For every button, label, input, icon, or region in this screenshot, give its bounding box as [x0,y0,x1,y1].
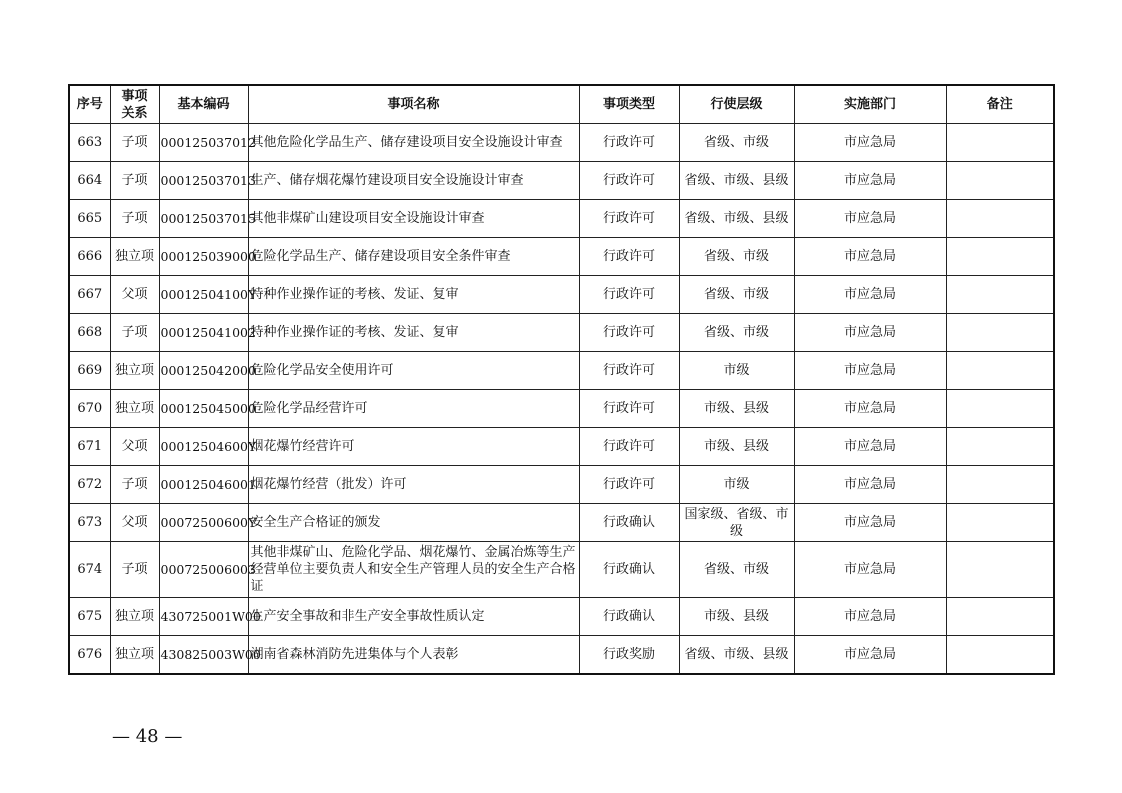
cell-relation: 子项 [110,542,159,598]
cell-relation: 独立项 [110,390,159,428]
cell-name: 特种作业操作证的考核、发证、复审 [248,276,579,314]
cell-seq: 665 [69,200,110,238]
cell-name: 其他危险化学品生产、储存建设项目安全设施设计审查 [248,124,579,162]
header-row [69,85,1054,124]
cell-name: 其他非煤矿山建设项目安全设施设计审查 [248,200,579,238]
cell-type: 行政许可 [579,466,679,504]
cell-relation: 父项 [110,504,159,542]
cell-code: 000125042000 [159,352,248,390]
cell-dept: 市应急局 [794,636,946,675]
cell-seq: 672 [69,466,110,504]
cell-level: 市级 [679,352,794,390]
cell-relation: 子项 [110,162,159,200]
table-row [69,466,1054,504]
cell-note [946,598,1054,636]
table-row [69,598,1054,636]
cell-note [946,200,1054,238]
cell-name: 生产安全事故和非生产安全事故性质认定 [248,598,579,636]
cell-seq: 668 [69,314,110,352]
cell-code: 000125046001 [159,466,248,504]
cell-dept: 市应急局 [794,124,946,162]
cell-relation: 子项 [110,200,159,238]
cell-code: 00012504600Y [159,428,248,466]
table-row [69,390,1054,428]
header-note: 备注 [946,85,1054,124]
table-row [69,352,1054,390]
cell-seq: 674 [69,542,110,598]
cell-code: 430825003W00 [159,636,248,675]
cell-dept: 市应急局 [794,352,946,390]
cell-note [946,636,1054,675]
cell-dept: 市应急局 [794,428,946,466]
table-row [69,504,1054,542]
cell-name: 生产、储存烟花爆竹建设项目安全设施设计审查 [248,162,579,200]
cell-note [946,124,1054,162]
cell-note [946,238,1054,276]
cell-dept: 市应急局 [794,390,946,428]
cell-name: 特种作业操作证的考核、发证、复审 [248,314,579,352]
cell-type: 行政许可 [579,314,679,352]
cell-note [946,466,1054,504]
cell-note [946,314,1054,352]
cell-level: 市级、县级 [679,390,794,428]
cell-level: 市级、县级 [679,598,794,636]
cell-type: 行政许可 [579,352,679,390]
cell-seq: 666 [69,238,110,276]
cell-level: 国家级、省级、市级 [679,504,794,542]
cell-code: 000125037012 [159,124,248,162]
cell-code: 00072500600Y [159,504,248,542]
cell-name: 其他非煤矿山、危险化学品、烟花爆竹、金属冶炼等生产经营单位主要负责人和安全生产管理人员的安全生产合格证 [248,542,579,598]
cell-relation: 子项 [110,466,159,504]
header-seq: 序号 [69,85,110,124]
cell-relation: 父项 [110,428,159,466]
cell-seq: 670 [69,390,110,428]
cell-code: 000125037013 [159,162,248,200]
cell-level: 省级、市级、县级 [679,636,794,675]
cell-level: 省级、市级 [679,124,794,162]
cell-level: 市级 [679,466,794,504]
cell-seq: 663 [69,124,110,162]
cell-code: 000725006003 [159,542,248,598]
cell-level: 省级、市级、县级 [679,200,794,238]
cell-type: 行政确认 [579,542,679,598]
cell-type: 行政许可 [579,124,679,162]
cell-note [946,428,1054,466]
cell-dept: 市应急局 [794,162,946,200]
cell-type: 行政许可 [579,390,679,428]
cell-dept: 市应急局 [794,314,946,352]
cell-note [946,504,1054,542]
cell-seq: 676 [69,636,110,675]
cell-dept: 市应急局 [794,598,946,636]
cell-dept: 市应急局 [794,504,946,542]
cell-name: 烟花爆竹经营许可 [248,428,579,466]
cell-relation: 独立项 [110,636,159,675]
cell-code: 000125041002 [159,314,248,352]
table-row [69,276,1054,314]
cell-note [946,276,1054,314]
cell-level: 省级、市级 [679,276,794,314]
cell-dept: 市应急局 [794,542,946,598]
items-table [68,84,1055,675]
cell-type: 行政奖励 [579,636,679,675]
cell-note [946,390,1054,428]
cell-relation: 独立项 [110,598,159,636]
table-row [69,238,1054,276]
table-row [69,200,1054,238]
cell-name: 安全生产合格证的颁发 [248,504,579,542]
cell-level: 市级、县级 [679,428,794,466]
cell-code: 000125045000 [159,390,248,428]
cell-name: 湖南省森林消防先进集体与个人表彰 [248,636,579,675]
cell-code: 00012504100Y [159,276,248,314]
cell-type: 行政许可 [579,238,679,276]
cell-code: 000125039000 [159,238,248,276]
table-row [69,428,1054,466]
cell-relation: 独立项 [110,352,159,390]
cell-note [946,352,1054,390]
cell-type: 行政确认 [579,598,679,636]
cell-name: 危险化学品经营许可 [248,390,579,428]
cell-seq: 675 [69,598,110,636]
cell-seq: 669 [69,352,110,390]
cell-seq: 671 [69,428,110,466]
table-row [69,314,1054,352]
table-row [69,124,1054,162]
page-number: — 48 — [112,726,183,747]
cell-seq: 664 [69,162,110,200]
header-level: 行使层级 [679,85,794,124]
cell-code: 000125037015 [159,200,248,238]
cell-relation: 子项 [110,314,159,352]
cell-code: 430725001W00 [159,598,248,636]
cell-type: 行政许可 [579,200,679,238]
cell-relation: 子项 [110,124,159,162]
cell-dept: 市应急局 [794,200,946,238]
cell-level: 省级、市级 [679,238,794,276]
cell-seq: 667 [69,276,110,314]
table-row [69,636,1054,675]
table-row [69,162,1054,200]
header-dept: 实施部门 [794,85,946,124]
cell-level: 省级、市级 [679,542,794,598]
cell-relation: 独立项 [110,238,159,276]
header-name: 事项名称 [248,85,579,124]
cell-level: 省级、市级 [679,314,794,352]
header-type: 事项类型 [579,85,679,124]
table-row [69,542,1054,598]
cell-note [946,162,1054,200]
cell-name: 烟花爆竹经营（批发）许可 [248,466,579,504]
cell-dept: 市应急局 [794,276,946,314]
cell-level: 省级、市级、县级 [679,162,794,200]
cell-name: 危险化学品生产、储存建设项目安全条件审查 [248,238,579,276]
cell-dept: 市应急局 [794,238,946,276]
header-relation: 事项 关系 [110,85,159,124]
cell-type: 行政许可 [579,276,679,314]
cell-name: 危险化学品安全使用许可 [248,352,579,390]
cell-relation: 父项 [110,276,159,314]
cell-note [946,542,1054,598]
cell-dept: 市应急局 [794,466,946,504]
cell-seq: 673 [69,504,110,542]
header-code: 基本编码 [159,85,248,124]
cell-type: 行政许可 [579,428,679,466]
cell-type: 行政确认 [579,504,679,542]
cell-type: 行政许可 [579,162,679,200]
